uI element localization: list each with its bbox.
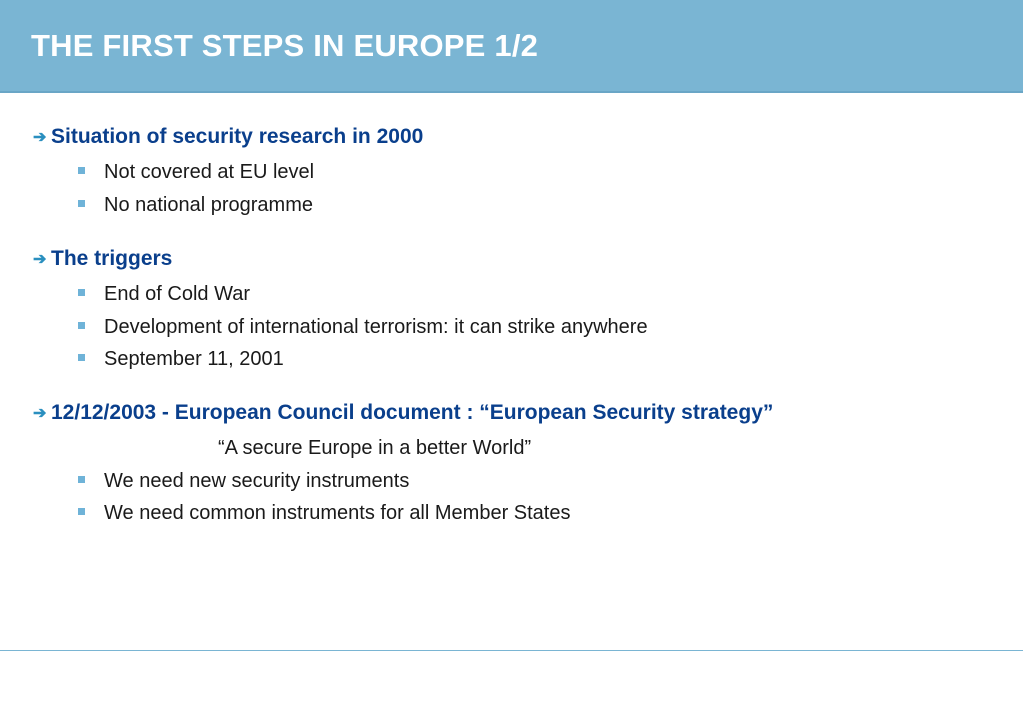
bullet-text: End of Cold War bbox=[104, 283, 250, 305]
bullet-item bbox=[78, 160, 314, 184]
square-bullet-icon bbox=[78, 289, 85, 296]
bullet-item bbox=[78, 347, 284, 371]
bullet-item bbox=[78, 469, 409, 493]
bullet-text: Development of international terrorism: it can strike anywhere bbox=[104, 316, 648, 338]
footer-divider bbox=[0, 650, 1023, 651]
square-bullet-icon bbox=[78, 476, 85, 483]
section-heading-text: Situation of security research in 2000 bbox=[51, 125, 424, 148]
square-bullet-icon bbox=[78, 167, 85, 174]
square-bullet-icon bbox=[78, 354, 85, 361]
arrow-right-icon: ➔ bbox=[33, 405, 47, 422]
bullet-text: We need common instruments for all Member States bbox=[104, 502, 571, 524]
arrow-right-icon: ➔ bbox=[33, 251, 47, 268]
square-bullet-icon bbox=[78, 508, 85, 515]
bullet-item bbox=[78, 315, 648, 339]
square-bullet-icon bbox=[78, 200, 85, 207]
bullet-item bbox=[78, 193, 313, 217]
section-heading-text: 12/12/2003 - European Council document : “European Security strategy” bbox=[51, 401, 774, 424]
section-heading bbox=[33, 247, 172, 272]
section-heading bbox=[33, 125, 423, 150]
arrow-right-icon: ➔ bbox=[33, 129, 47, 146]
square-bullet-icon bbox=[78, 322, 85, 329]
bullet-text: Not covered at EU level bbox=[104, 161, 315, 183]
strategy-quote: “A secure Europe in a better World” bbox=[218, 437, 532, 459]
title-bar-edge bbox=[0, 91, 1023, 93]
slide-title: THE FIRST STEPS IN EUROPE 1/2 bbox=[31, 28, 539, 63]
section-heading bbox=[33, 401, 773, 426]
bullet-item bbox=[78, 501, 570, 525]
bullet-text: September 11, 2001 bbox=[104, 348, 284, 370]
bullet-item bbox=[78, 282, 250, 306]
title-bar bbox=[0, 0, 1023, 93]
bullet-text: No national programme bbox=[104, 194, 313, 216]
section-heading-text: The triggers bbox=[51, 247, 173, 270]
bullet-text: We need new security instruments bbox=[104, 470, 410, 492]
